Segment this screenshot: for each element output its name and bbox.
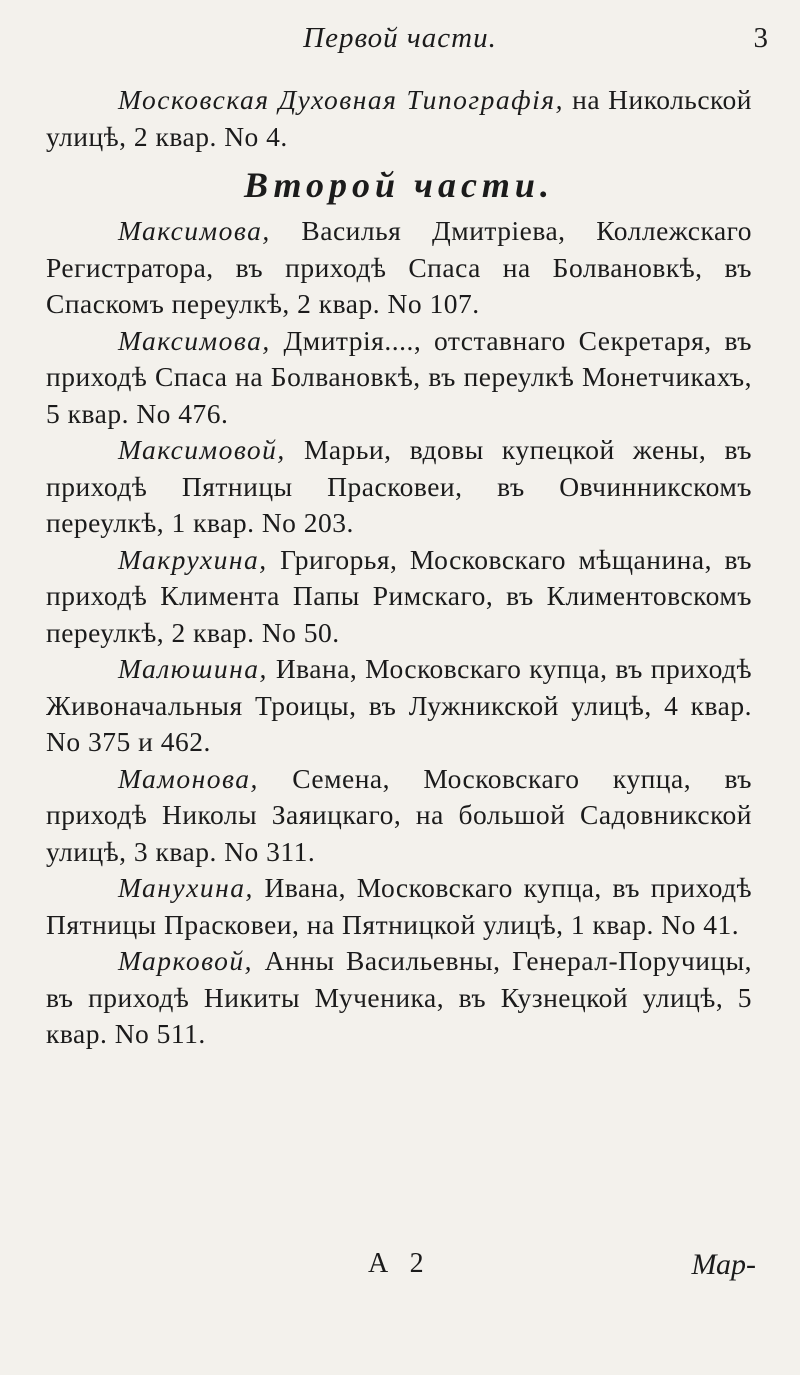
entry-text: Григорья, Московскаго мѣщанина, въ приходѣ Климента Папы Римскаго, въ Климентовскомъ переулкѣ, 2 квар. No 50. [46, 543, 752, 648]
intro-italic: Московская Духовная Типографія, [118, 84, 564, 115]
entry-surname: Мануxина, [118, 872, 254, 903]
page-body [46, 82, 752, 1053]
page-header [0, 22, 800, 62]
page-footer [0, 1248, 800, 1288]
entry-text: Дмитрія...., отставнаго Секретаря, въ приходѣ Спаса на Болвановкѣ, въ переулкѣ Монетчикахъ, 5 квар. No 476. [46, 324, 752, 429]
entry-surname: Малюшина, [118, 653, 268, 684]
entry-text: Семена, Московскаго купца, въ приходѣ Николы Заяицкаго, на большой Садовникской улицѣ, 3 квар. No 311. [46, 762, 752, 867]
entry-text: Анны Васильевны, Генерал-Поручицы, въ приходѣ Никиты Мученика, въ Кузнецкой улицѣ, 5 квар. No 511. [46, 945, 752, 1049]
page-number: 3 [753, 22, 768, 54]
entry-surname: Марковой, [118, 945, 254, 976]
entry-text: Ивана, Московскаго купца, въ приходѣ Живоначальныя Троицы, въ Лужникской улицѣ, 4 квар. No 375 и 462. [46, 653, 752, 757]
entry-paragraph [46, 213, 752, 323]
intro-paragraph [46, 82, 752, 155]
entry-surname: Мамонова, [118, 762, 259, 794]
signature-mark: A 2 [368, 1248, 432, 1279]
entry-paragraph [46, 323, 752, 433]
entry-surname: Максимовой, [118, 434, 286, 465]
entry-paragraph [46, 943, 752, 1053]
entry-surname: Макрухина, [118, 543, 268, 575]
intro-text: на Никольской улицѣ, 2 квар. No 4. [46, 84, 752, 152]
entry-paragraph [46, 870, 752, 943]
running-head: Первой части. [303, 22, 497, 54]
entry-paragraph [46, 542, 752, 652]
catchword: Мар- [691, 1248, 756, 1281]
entry-text: Ивана, Московскаго купца, въ приходѣ Пятницы Прасковеи, на Пятницкой улицѣ, 1 квар. No 41. [46, 872, 752, 940]
entry-text: Марьи, вдовы купецкой жены, въ приходѣ Пятницы Прасковеи, въ Овчинникскомъ переулкѣ, 1 квар. No 203. [46, 434, 752, 538]
entry-surname: Максимова, [118, 215, 271, 246]
entry-paragraph [46, 432, 752, 542]
entry-paragraph [46, 651, 752, 761]
entry-surname: Максимова, [118, 324, 271, 356]
entry-text: Василья Дмитріева, Коллежскаго Регистратора, въ приходѣ Спаса на Болвановкѣ, въ Спаскомъ переулкѣ, 2 квар. No 107. [46, 215, 752, 319]
section-heading: Второй части. [244, 165, 554, 205]
entry-paragraph [46, 761, 752, 871]
